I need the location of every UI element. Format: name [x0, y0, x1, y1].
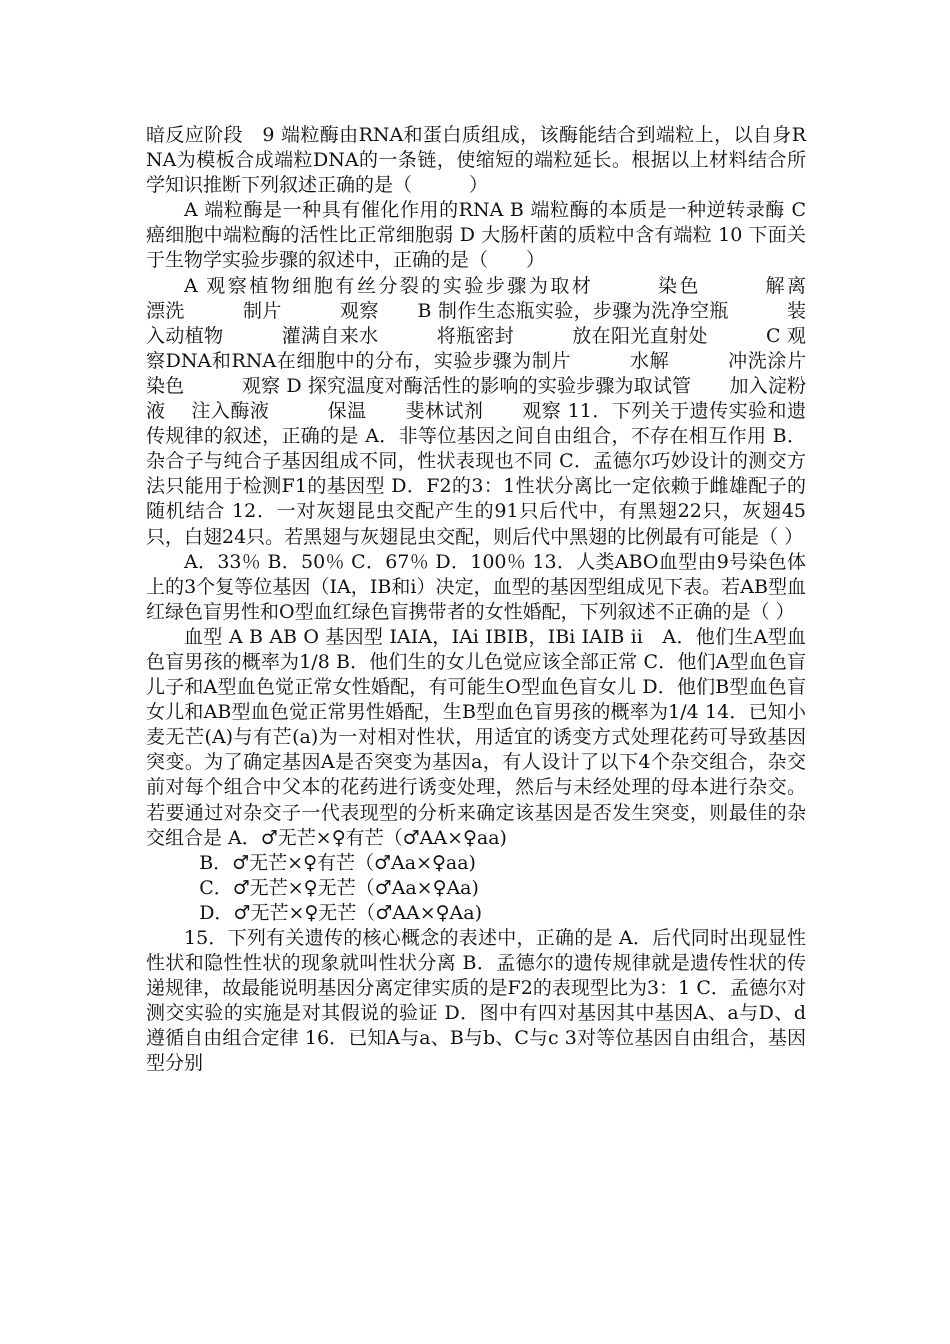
document-page [146, 123, 864, 1077]
paragraph-q13-table-q14: 血型 A B AB O 基因型 IAIA，IAi IBIB，IBi IAIB ii A．他们生A型血色盲男孩的概率为1/8 B．他们生的女儿色觉应该全部正常 C．他们A型血色盲儿子和A型血色觉正常女性婚配，有可能生O型血色盲女儿 D．他们B型血色盲女儿和AB型血色觉正常男性婚配，生B型血色盲男孩的概率为1/4 14．已知小麦无芒(A)与有芒(a)为一对相对性状，用适宜的诱变方式处理花药可导致基因突变。为了确定基因A是否突变为基因a，有人设计了以下4个杂交组合，杂交前对每个组合中父本的花药进行诱变处理，然后与未经处理的母本进行杂交。若要通过对杂交子一代表现型的分析来确定该基因是否发生突变，则最佳的杂交组合是 A．♂无芒×♀有芒（♂AA×♀aa) [146, 625, 806, 849]
option-line-c: C．♂无芒×♀无芒（♂Aa×♀Aa) [199, 876, 479, 899]
paragraph-q9-options-q10: A 端粒酶是一种具有催化作用的RNA B 端粒酶的本质是一种逆转录酶 C 癌细胞中端粒酶的活性比正常细胞弱 D 大肠杆菌的质粒中含有端粒 10 下面关于生物学实验步骤的叙述中，正确的是（ ） [146, 199, 806, 272]
paragraph-q9: 暗反应阶段 9 端粒酶由RNA和蛋白质组成，该酶能结合到端粒上，以自身RNA为模板合成端粒DNA的一条链，使缩短的端粒延长。根据以上材料结合所学知识推断下列叙述正确的是（ ） [146, 124, 806, 197]
option-line-d: D．♂无芒×♀无芒（♂AA×♀Aa) [199, 901, 483, 924]
option-line-b: B．♂无芒×♀有芒（♂Aa×♀aa) [199, 851, 476, 874]
paragraph-q12-options-q13: A．33％ B．50％ C．67％ D．100％ 13．人类ABO血型由9号染色体上的3个复等位基因（IA，IB和i）决定，血型的基因型组成见下表。若AB型血红绿色盲男性和O型血红绿色盲携带者的女性婚配，下列叙述不正确的是（ ） [146, 550, 806, 623]
paragraph-q10-options-q11-q12: A 观察植物细胞有丝分裂的实验步骤为取材 染色 解离 漂洗 制片 观察 B 制作生态瓶实验，步骤为洗净空瓶 装入动植物 灌满自来水 将瓶密封 放在阳光直射处 C 观察DNA和RNA在细胞中的分布，实验步骤为制片 水解 冲洗涂片 染色 观察 D 探究温度对酶活性的影响的实验步骤为取试管 加入淀粉液 注入酶液 保温 斐林试剂 观察 11．下列关于遗传实验和遗传规律的叙述，正确的是 A．非等位基因之间自由组合，不存在相互作用 B．杂合子与纯合子基因组成不同，性状表现也不同 C．孟德尔巧妙设计的测交方法只能用于检测F1的基因型 D．F2的3：1性状分离比一定依赖于雌雄配子的随机结合 12．一对灰翅昆虫交配产生的91只后代中，有黑翅22只，灰翅45只，白翅24只。若黑翅与灰翅昆虫交配，则后代中黑翅的比例最有可能是（ ） [146, 274, 864, 548]
paragraph-q15-q16: 15．下列有关遗传的核心概念的表述中，正确的是 A．后代同时出现显性性状和隐性性状的现象就叫性状分离 B．孟德尔的遗传规律就是遗传性状的传递规律，故最能说明基因分离定律实质的是F2的表现型比为3：1 C．孟德尔对测交实验的实施是对其假说的验证 D．图中有四对基因其中基因A、a与D、d遵循自由组合定律 16．已知A与a、B与b、C与c 3对等位基因自由组合，基因型分别 [146, 927, 806, 1075]
